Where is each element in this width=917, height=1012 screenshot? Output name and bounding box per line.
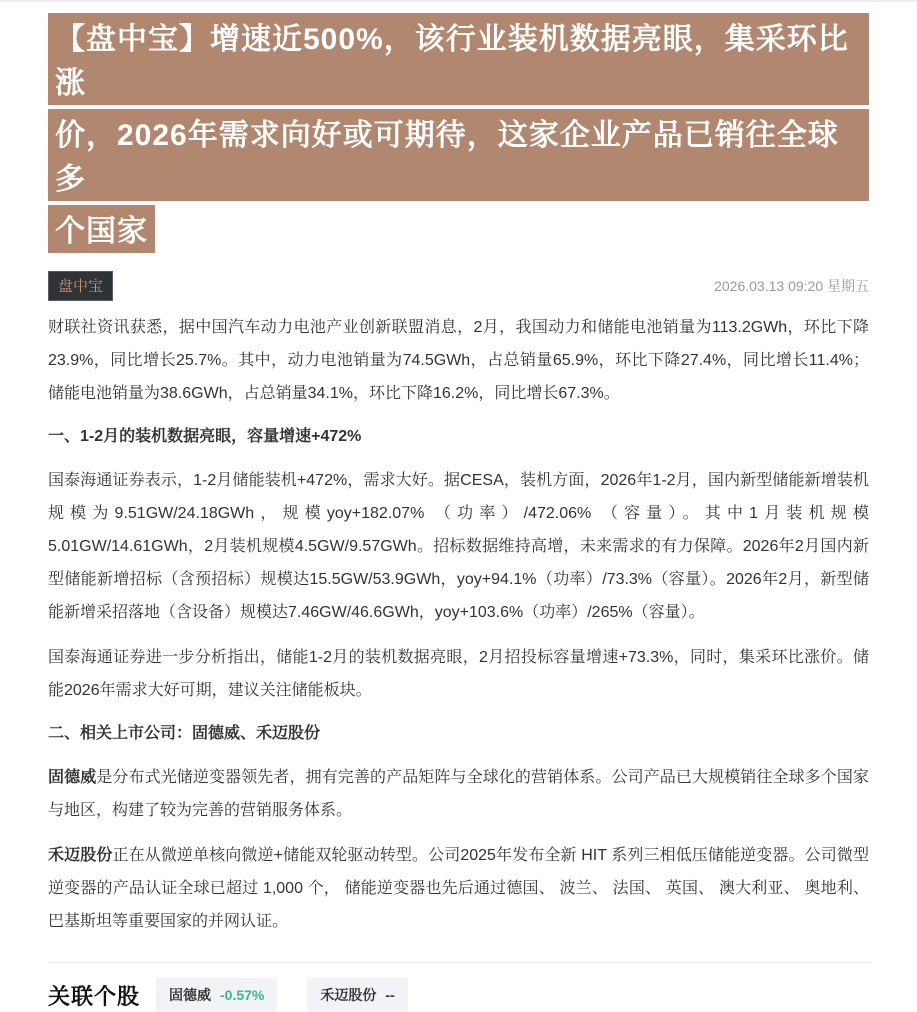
paragraph-5-text: 正在从微逆单核向微逆+储能双轮驱动转型。公司2025年发布全新 HIT 系列三相低压储能逆变器。公司微型逆变器的产品认证全球已超过 1,000 个， 储能逆变器也先后通过德国、 波兰、 法国、 英国、 澳大利亚、 奥地利、 巴基斯坦等重要国家的并网认证。 bbox=[48, 847, 869, 930]
stock-chip-goodwe[interactable] bbox=[156, 978, 277, 1012]
stock-chip-list bbox=[156, 978, 408, 1012]
paragraph-3: 国泰海通证券进一步分析指出，储能1-2月的装机数据亮眼，2月招投标容量增速+73.3%，同时，集采环比涨价。储能2026年需求大好可期，建议关注储能板块。 bbox=[48, 649, 869, 699]
paragraph-4-text: 是分布式光储逆变器领先者，拥有完善的产品矩阵与全球化的营销体系。公司产品已大规模销往全球多个国家与地区，构建了较为完善的营销服务体系。 bbox=[48, 769, 869, 819]
paragraph-5 bbox=[48, 839, 869, 938]
page-title bbox=[48, 13, 869, 253]
stock-name: 固德威 bbox=[169, 987, 212, 1003]
article-body bbox=[48, 311, 869, 938]
title-line-text: 【盘中宝】增速近500%，该行业装机数据亮眼，集采环比涨 bbox=[48, 13, 869, 105]
article-page bbox=[0, 13, 917, 1012]
section-divider bbox=[48, 962, 869, 963]
top-divider bbox=[0, 0, 917, 2]
stock-change: -0.57% bbox=[220, 987, 265, 1003]
stock-change: -- bbox=[385, 987, 395, 1003]
title-line bbox=[48, 13, 869, 105]
paragraph-2: 国泰海通证券表示，1-2月储能装机+472%，需求大好。据CESA，装机方面，2026年1-2月，国内新型储能新增装机规模为9.51GW/24.18GWh，规模yoy+182.07% （功率）/472.06% （容量）。其中1月装机规模5.01GW/14.61GWh，2月装机规模4.5GW/9.57GWh。招标数据维持高增，未来需求的有力保障。2026年2月国内新型储能新增招标（含预招标）规模达15.5GW/53.9GWh，yoy+94.1%（功率）/73.3%（容量）。2026年2月，新型储能新增采招落地（含设备）规模达7.46GW/46.6GWh，yoy+103.6%（功率）/265%（容量）。 bbox=[48, 472, 869, 621]
related-stocks-section bbox=[48, 978, 869, 1012]
stock-name: 禾迈股份 bbox=[320, 987, 377, 1003]
stock-chip-hoymiles[interactable] bbox=[307, 978, 407, 1012]
section-heading-1: 一、1-2月的装机数据亮眼，容量增速+472% bbox=[48, 428, 362, 445]
title-line bbox=[48, 109, 869, 201]
section-heading-2: 二、相关上市公司：固德威、禾迈股份 bbox=[48, 725, 321, 742]
meta-row bbox=[48, 271, 869, 301]
timestamp: 2026.03.13 09:20 星期五 bbox=[714, 278, 869, 294]
company-name-goodwe: 固德威 bbox=[48, 769, 97, 786]
company-name-hoymiles: 禾迈股份 bbox=[48, 847, 113, 864]
title-line bbox=[48, 205, 869, 253]
title-line-text: 个国家 bbox=[48, 205, 155, 253]
title-line-text: 价，2026年需求向好或可期待，这家企业产品已销往全球多 bbox=[48, 109, 869, 201]
paragraph-1: 财联社资讯获悉，据中国汽车动力电池产业创新联盟消息，2月，我国动力和储能电池销量为113.2GWh，环比下降23.9%，同比增长25.7%。其中，动力电池销量为74.5GWh，占总销量65.9%，环比下降27.4%，同比增长11.4%；储能电池销量为38.6GWh，占总销量34.1%，环比下降16.2%，同比增长67.3%。 bbox=[48, 319, 869, 402]
column-tag[interactable]: 盘中宝 bbox=[48, 271, 113, 301]
paragraph-4 bbox=[48, 761, 869, 827]
related-stocks-heading: 关联个股 bbox=[48, 983, 141, 1009]
